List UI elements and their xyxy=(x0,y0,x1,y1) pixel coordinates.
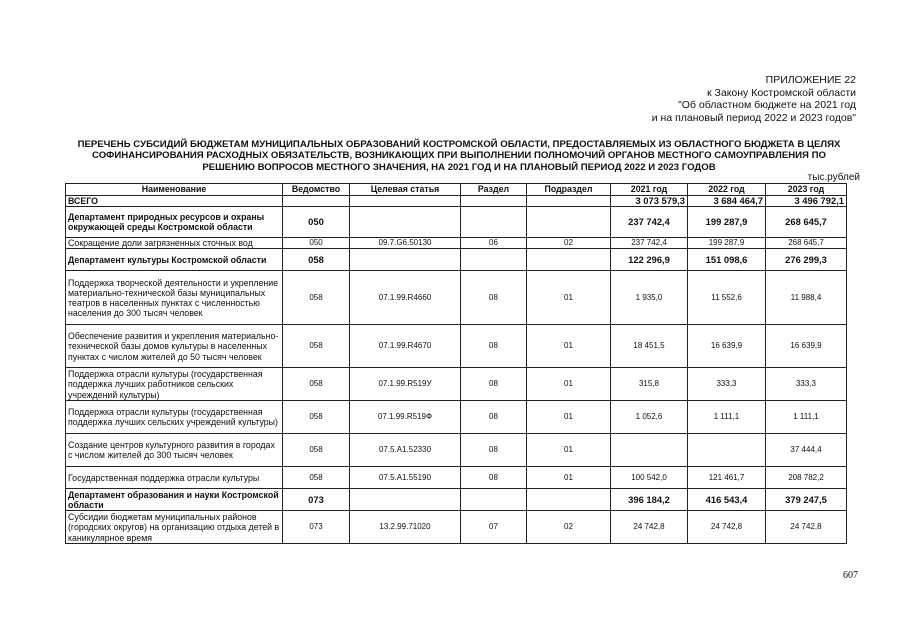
cell-subsection: 02 xyxy=(527,238,611,249)
header-section: Раздел xyxy=(461,184,527,196)
cell-2023: 333,3 xyxy=(766,368,847,401)
cell-target: 13.2.99.71020 xyxy=(350,511,461,544)
document-title xyxy=(64,139,854,173)
cell-name: Поддержка отрасли культуры (государственная поддержка лучших сельских учреждений культуры) xyxy=(66,401,283,434)
cell-2022: 151 098,6 xyxy=(688,249,766,271)
cell-2022 xyxy=(688,434,766,467)
cell-2023: 1 111,1 xyxy=(766,401,847,434)
header-target: Целевая статья xyxy=(350,184,461,196)
cell-target xyxy=(350,489,461,511)
cell-dept xyxy=(283,196,350,207)
cell-name: Субсидии бюджетам муниципальных районов (городских округов) на организацию отдыха детей в каникулярное время xyxy=(66,511,283,544)
cell-subsection: 01 xyxy=(527,434,611,467)
cell-2021: 315,8 xyxy=(611,368,688,401)
cell-target: 07.1.99.R519У xyxy=(350,368,461,401)
cell-2022: 3 684 464,7 xyxy=(688,196,766,207)
cell-2021: 122 296,9 xyxy=(611,249,688,271)
cell-2022: 333,3 xyxy=(688,368,766,401)
cell-target: 07.1.99.R4660 xyxy=(350,271,461,325)
cell-dept: 058 xyxy=(283,325,350,368)
table-row-total xyxy=(66,196,847,207)
cell-2023: 16 639,9 xyxy=(766,325,847,368)
cell-subsection: 01 xyxy=(527,467,611,489)
table-row xyxy=(66,368,847,401)
cell-2022: 1 111,1 xyxy=(688,401,766,434)
cell-target: 07.5.A1.55190 xyxy=(350,467,461,489)
cell-2021: 100 542,0 xyxy=(611,467,688,489)
cell-section xyxy=(461,207,527,238)
cell-name: Государственная поддержка отрасли культуры xyxy=(66,467,283,489)
header-subsection: Подраздел xyxy=(527,184,611,196)
cell-2023: 268 645,7 xyxy=(766,238,847,249)
cell-target xyxy=(350,196,461,207)
cell-subsection xyxy=(527,207,611,238)
cell-subsection: 01 xyxy=(527,325,611,368)
title-line-2: СОФИНАНСИРОВАНИЯ РАСХОДНЫХ ОБЯЗАТЕЛЬСТВ, ВОЗНИКАЮЩИХ ПРИ ВЫПОЛНЕНИИ ПОЛНОМОЧИЙ ОРГАНОВ МЕСТНОГО САМОУПРАВЛЕНИЯ ПО xyxy=(92,150,826,162)
table-row xyxy=(66,238,847,249)
cell-2022: 199 287,9 xyxy=(688,207,766,238)
page-number: 607 xyxy=(843,570,858,581)
table-row xyxy=(66,249,847,271)
cell-subsection: 01 xyxy=(527,368,611,401)
cell-2023: 379 247,5 xyxy=(766,489,847,511)
cell-target: 07.1.99.R519Ф xyxy=(350,401,461,434)
header-2023: 2023 год xyxy=(766,184,847,196)
cell-2021: 18 451,5 xyxy=(611,325,688,368)
cell-2021: 24 742,8 xyxy=(611,511,688,544)
cell-2022: 16 639,9 xyxy=(688,325,766,368)
cell-2022: 11 552,6 xyxy=(688,271,766,325)
appendix-line-3: "Об областном бюджете на 2021 год xyxy=(678,99,856,112)
table-header-row xyxy=(66,184,847,196)
cell-2021: 3 073 579,3 xyxy=(611,196,688,207)
cell-2023: 208 782,2 xyxy=(766,467,847,489)
cell-name: Создание центров культурного развития в городах с числом жителей до 300 тысяч человек xyxy=(66,434,283,467)
cell-dept: 058 xyxy=(283,249,350,271)
cell-target: 07.1.99.R4670 xyxy=(350,325,461,368)
title-line-3: РЕШЕНИЮ ВОПРОСОВ МЕСТНОГО ЗНАЧЕНИЯ, НА 2021 ГОД И НА ПЛАНОВЫЙ ПЕРИОД 2022 И 2023 ГОДОВ xyxy=(202,161,716,173)
title-line-1: ПЕРЕЧЕНЬ СУБСИДИЙ БЮДЖЕТАМ МУНИЦИПАЛЬНЫХ ОБРАЗОВАНИЙ КОСТРОМСКОЙ ОБЛАСТИ, ПРЕДОСТАВЛЯЕМЫХ ИЗ ОБЛАСТНОГО БЮДЖЕТА В ЦЕЛЯХ xyxy=(77,139,841,150)
cell-2021: 1 935,0 xyxy=(611,271,688,325)
cell-section xyxy=(461,249,527,271)
cell-2023: 276 299,3 xyxy=(766,249,847,271)
table-row xyxy=(66,325,847,368)
table-row xyxy=(66,401,847,434)
appendix-header xyxy=(652,74,856,124)
cell-target: 09.7.G6.50130 xyxy=(350,238,461,249)
cell-2022: 199 287,9 xyxy=(688,238,766,249)
cell-2021 xyxy=(611,434,688,467)
cell-2023: 11 988,4 xyxy=(766,271,847,325)
cell-2021: 396 184,2 xyxy=(611,489,688,511)
header-2022: 2022 год xyxy=(688,184,766,196)
cell-section: 08 xyxy=(461,467,527,489)
cell-dept: 073 xyxy=(283,511,350,544)
cell-subsection: 01 xyxy=(527,271,611,325)
cell-target xyxy=(350,249,461,271)
cell-section: 08 xyxy=(461,401,527,434)
cell-subsection xyxy=(527,489,611,511)
table-row xyxy=(66,489,847,511)
cell-section xyxy=(461,196,527,207)
cell-dept: 050 xyxy=(283,207,350,238)
cell-dept: 073 xyxy=(283,489,350,511)
appendix-line-4: и на плановый период 2022 и 2023 годов" xyxy=(651,111,856,124)
cell-subsection xyxy=(527,249,611,271)
cell-dept: 050 xyxy=(283,238,350,249)
cell-target xyxy=(350,207,461,238)
header-name: Наименование xyxy=(66,184,283,196)
cell-section: 06 xyxy=(461,238,527,249)
header-dept: Ведомство xyxy=(283,184,350,196)
cell-section: 08 xyxy=(461,271,527,325)
cell-name: Департамент природных ресурсов и охраны окружающей среды Костромской области xyxy=(66,207,283,238)
table-row xyxy=(66,207,847,238)
cell-section xyxy=(461,489,527,511)
appendix-line-1: ПРИЛОЖЕНИЕ 22 xyxy=(765,74,856,86)
cell-name: Сокращение доли загрязненных сточных вод xyxy=(66,238,283,249)
cell-section: 08 xyxy=(461,368,527,401)
cell-section: 07 xyxy=(461,511,527,544)
cell-dept: 058 xyxy=(283,434,350,467)
cell-dept: 058 xyxy=(283,467,350,489)
cell-subsection: 02 xyxy=(527,511,611,544)
cell-2021: 237 742,4 xyxy=(611,207,688,238)
cell-2022: 24 742,8 xyxy=(688,511,766,544)
cell-2023: 3 496 792,1 xyxy=(766,196,847,207)
cell-name: ВСЕГО xyxy=(66,196,283,207)
cell-2023: 24 742,8 xyxy=(766,511,847,544)
cell-2023: 37 444,4 xyxy=(766,434,847,467)
table-row xyxy=(66,511,847,544)
cell-dept: 058 xyxy=(283,368,350,401)
unit-label: тыс.рублей xyxy=(807,172,860,183)
appendix-line-2: к Закону Костромской области xyxy=(707,86,856,99)
table-row xyxy=(66,467,847,489)
subsidies-table xyxy=(65,183,847,544)
cell-2023: 268 645,7 xyxy=(766,207,847,238)
cell-subsection: 01 xyxy=(527,401,611,434)
cell-name: Обеспечение развития и укрепления материально-технической базы домов культуры в населенных пунктах с числом жителей до 50 тысяч человек xyxy=(66,325,283,368)
cell-target: 07.5.A1.52330 xyxy=(350,434,461,467)
cell-2021: 237 742,4 xyxy=(611,238,688,249)
cell-name: Поддержка творческой деятельности и укрепление материально-технической базы муниципальных театров в населенных пунктах с численностью населения до 300 тысяч человек xyxy=(66,271,283,325)
cell-dept: 058 xyxy=(283,271,350,325)
cell-subsection xyxy=(527,196,611,207)
cell-name: Департамент образования и науки Костромской области xyxy=(66,489,283,511)
cell-section: 08 xyxy=(461,434,527,467)
cell-2022: 416 543,4 xyxy=(688,489,766,511)
cell-name: Поддержка отрасли культуры (государственная поддержка лучших работников сельских учреждений культуры) xyxy=(66,368,283,401)
cell-2022: 121 461,7 xyxy=(688,467,766,489)
cell-section: 08 xyxy=(461,325,527,368)
cell-dept: 058 xyxy=(283,401,350,434)
cell-2021: 1 052,6 xyxy=(611,401,688,434)
header-2021: 2021 год xyxy=(611,184,688,196)
table-row xyxy=(66,434,847,467)
cell-name: Департамент культуры Костромской области xyxy=(66,249,283,271)
table-row xyxy=(66,271,847,325)
